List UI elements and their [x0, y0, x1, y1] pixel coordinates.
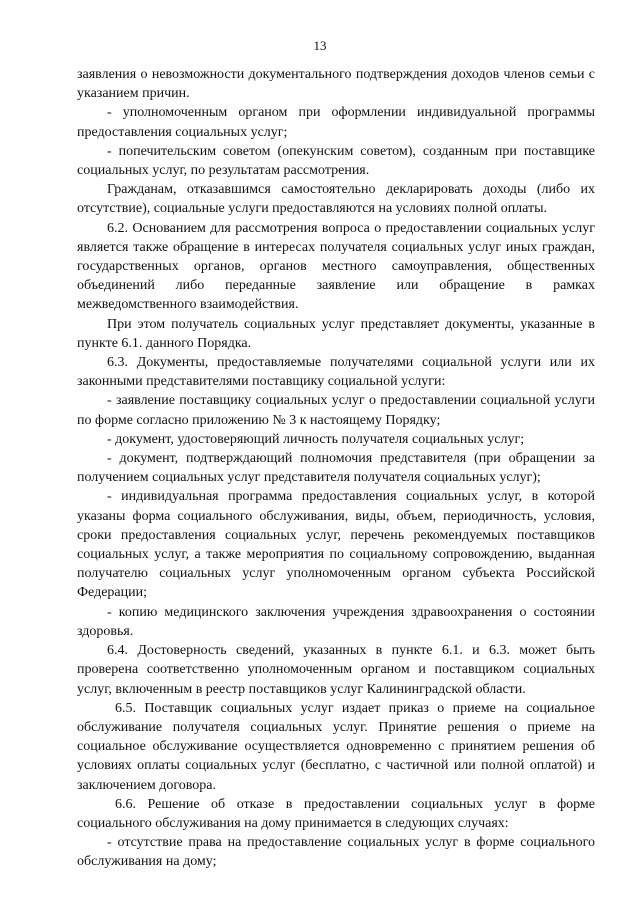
paragraph-6-4: 6.4. Достоверность сведений, указанных в пункте 6.1. и 6.3. может быть проверена соответственно уполномоченным органом и поставщиком социальных услуг, включенным в реестр поставщиков услуг Калининградской области.	[77, 643, 595, 697]
paragraph-documents-submission: При этом получатель социальных услуг представляет документы, указанные в пункте 6.1. данного Порядка.	[77, 316, 595, 351]
page-number: 13	[313, 38, 327, 53]
list-item-application: - заявление поставщику социальных услуг о предоставлении социальной услуги по форме согласно приложению № 3 к настоящему Порядку;	[77, 393, 595, 428]
list-item-power-of-attorney: - документ, подтверждающий полномочия представителя (при обращении за получением социальных услуг представителя получателя социальных услуг);	[77, 451, 595, 486]
paragraph-6-6: 6.6. Решение об отказе в предоставлении социальных услуг в форме социального обслуживания на дому принимается в следующих случаях:	[77, 796, 595, 831]
list-item-guardianship-council: - попечительским советом (опекунским советом), созданным при поставщике социальных услуг, по результатам рассмотрения.	[77, 143, 595, 179]
list-item-individual-program: - индивидуальная программа предоставления социальных услуг, в которой указаны форма социального обслуживания, виды, объем, периодичность, условия, сроки предоставления социальных услуг, перечень рекомендуемых поставщиков социальных услуг, а также мероприятия по социальному сопровождению, выданная получателю социальных услуг уполномоченным органом субъекта Российской Федерации;	[77, 489, 595, 601]
list-item-medical-certificate: - копию медицинского заключения учреждения здравоохранения о состоянии здоровья.	[77, 604, 595, 639]
paragraph-6-5: 6.5. Поставщик социальных услуг издает приказ о приеме на социальное обслуживание получателя социальных услуг. Принятие решения о приеме на социальное обслуживание осуществляется одновременно с принятием решения об условиях оплаты социальных услуг (бесплатно, с частичной или полной оплатой) и заключением договора.	[77, 700, 595, 793]
paragraph-continuation: заявления о невозможности документального подтверждения доходов членов семьи с указанием причин.	[77, 67, 595, 102]
document-body	[77, 65, 595, 872]
list-item-identity-document: - документ, удостоверяющий личность получателя социальных услуг;	[107, 431, 525, 447]
paragraph-6-3: 6.3. Документы, предоставляемые получателями социальной услуги или их законными представителями поставщику социальной услуги:	[77, 355, 595, 390]
paragraph-6-2: 6.2. Основанием для рассмотрения вопроса о предоставлении социальных услуг является также обращение в интересах получателя социальных услуг иных граждан, государственных органов, органов местного самоуправления, общественных объединений либо переданные заявление или обращение в рамках межведомственного взаимодействия.	[77, 220, 595, 313]
list-item-no-right: - отсутствие права на предоставление социальных услуг в форме социального обслуживания на дому;	[77, 835, 595, 870]
paragraph-refusal-to-declare: Гражданам, отказавшимся самостоятельно декларировать доходы (либо их отсутствие), социальные услуги предоставляются на условиях полной оплаты.	[77, 182, 595, 217]
list-item-authorized-body: - уполномоченным органом при оформлении индивидуальной программы предоставления социальных услуг;	[77, 105, 595, 140]
